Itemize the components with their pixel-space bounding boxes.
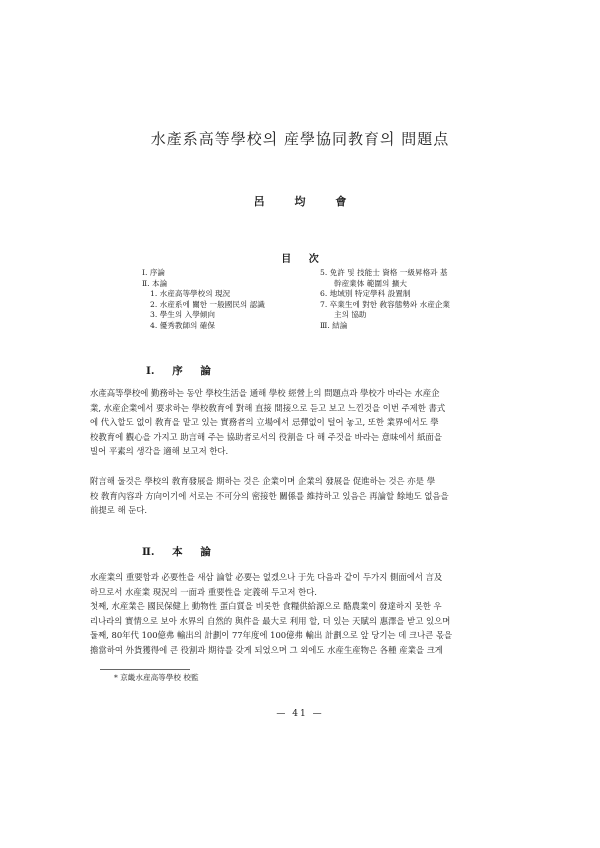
text-line: 業, 水産企業에서 要求하는 學校敎育에 對해 直接 間接으로 듣고 보고 느낀것을 이번 주제한 書式: [90, 402, 446, 413]
footnote: * 京畿水産高等學校 校監: [114, 673, 199, 682]
paper-title: 水產系高等學校의 産學協同教育의 問題点: [150, 130, 450, 148]
toc-item: 5. 免許 및 技能士 資格 一級昇格과 基: [320, 268, 448, 277]
text-line: 校教育에 觀心을 가지고 助言해 주는 協助者로서의 役割을 다 해 주것을 바라는 意味에서 紙面을: [90, 431, 443, 442]
toc-item: 主의 協助: [334, 310, 367, 320]
text-line: 水産業의 重要함과 必要性을 새삼 論할 必要는 없겠으나 于先 다음과 같이 두가지 側面에서 言及: [90, 572, 443, 582]
toc-item: 7. 卒業生에 對한 敎容態勢와 水産企業: [320, 299, 451, 309]
toc-item: 6. 地域別 特定學科 設置制: [320, 289, 411, 299]
toc-item: Ⅱ. 本論: [142, 278, 168, 288]
toc-item: 3. 學生의 入學傾向: [150, 310, 215, 320]
text-line: 水產高等學校에 勤務하는 동안 學校生活을 通해 學校 經營上의 問題点과 學校가 바라는 水産企: [90, 388, 440, 398]
page-number: — 41 —: [276, 709, 324, 719]
text-line: 前提로 해 둔다.: [90, 505, 148, 516]
paragraph: [90, 599, 522, 657]
toc-heading: 目 次: [281, 254, 319, 265]
text-line: 빌어 平素의 생각을 適해 보고저 한다.: [90, 446, 229, 457]
paragraph: [90, 474, 522, 518]
toc-left-column: [142, 268, 312, 332]
text-line: 附言해 둘것은 學校의 敎育發展을 期하는 것은 企業이며 企業의 發展을 促進하는 것은 亦是 學: [90, 476, 436, 486]
text-line: 에 代入할도 없이 敎育을 맡고 있는 實務者의 立場에서 忌彈없이 털어 놓고, 또한 業界에서도 學: [90, 417, 439, 428]
text-line: 첫째, 水産業은 國民保健上 動物性 蛋白質을 비롯한 食糧供給源으로 酪農業이 發達하지 못한 우: [90, 601, 442, 611]
paragraph: [90, 570, 522, 599]
footnote-rule: [100, 669, 190, 670]
author-name: 呂 均 會: [253, 195, 347, 208]
toc-item: Ⅲ. 結論: [320, 320, 348, 330]
text-line: 둘째, 80年代 100億弗 輸出의 計劃이 77年度에 100億弗 輸出 計劃으로 앞 당기는 데 크나큰 몫을: [90, 630, 453, 641]
paragraph: [90, 386, 522, 459]
toc-item: Ⅰ. 序論: [142, 268, 166, 277]
text-line: 리나라의 實情으로 보아 水界의 自然的 與件을 最大로 利用 할, 더 있는 天賦의 惠澤을 받고 있으며: [90, 615, 451, 626]
toc-item: 1. 水産高等學校의 現況: [150, 289, 231, 299]
text-line: 校 敎育內容과 方向이기에 서로는 不可分의 密接한 關係를 維持하고 있음은 再論할 餘地도 없음을: [90, 490, 449, 501]
toc-item: 2. 水産系에 關한 一般國民의 認識: [150, 299, 265, 309]
toc-item: 4. 優秀教師의 確保: [150, 320, 215, 330]
text-line: 擔當하여 外貨獲得에 큰 役割과 期待를 갖게 되었으며 그 외에도 水産生産物은 各種 産業을 크게: [90, 644, 443, 655]
toc-item: 幹産業体 範圍의 擴大: [334, 278, 407, 288]
section-heading-body: Ⅱ. 本 論: [142, 546, 211, 558]
toc-right-column: [320, 268, 510, 332]
text-line: 하므로서 水産業 現況의 一面과 重要性을 定義해 두고저 한다.: [90, 586, 317, 597]
section-heading-intro: Ⅰ. 序 論: [146, 365, 211, 377]
